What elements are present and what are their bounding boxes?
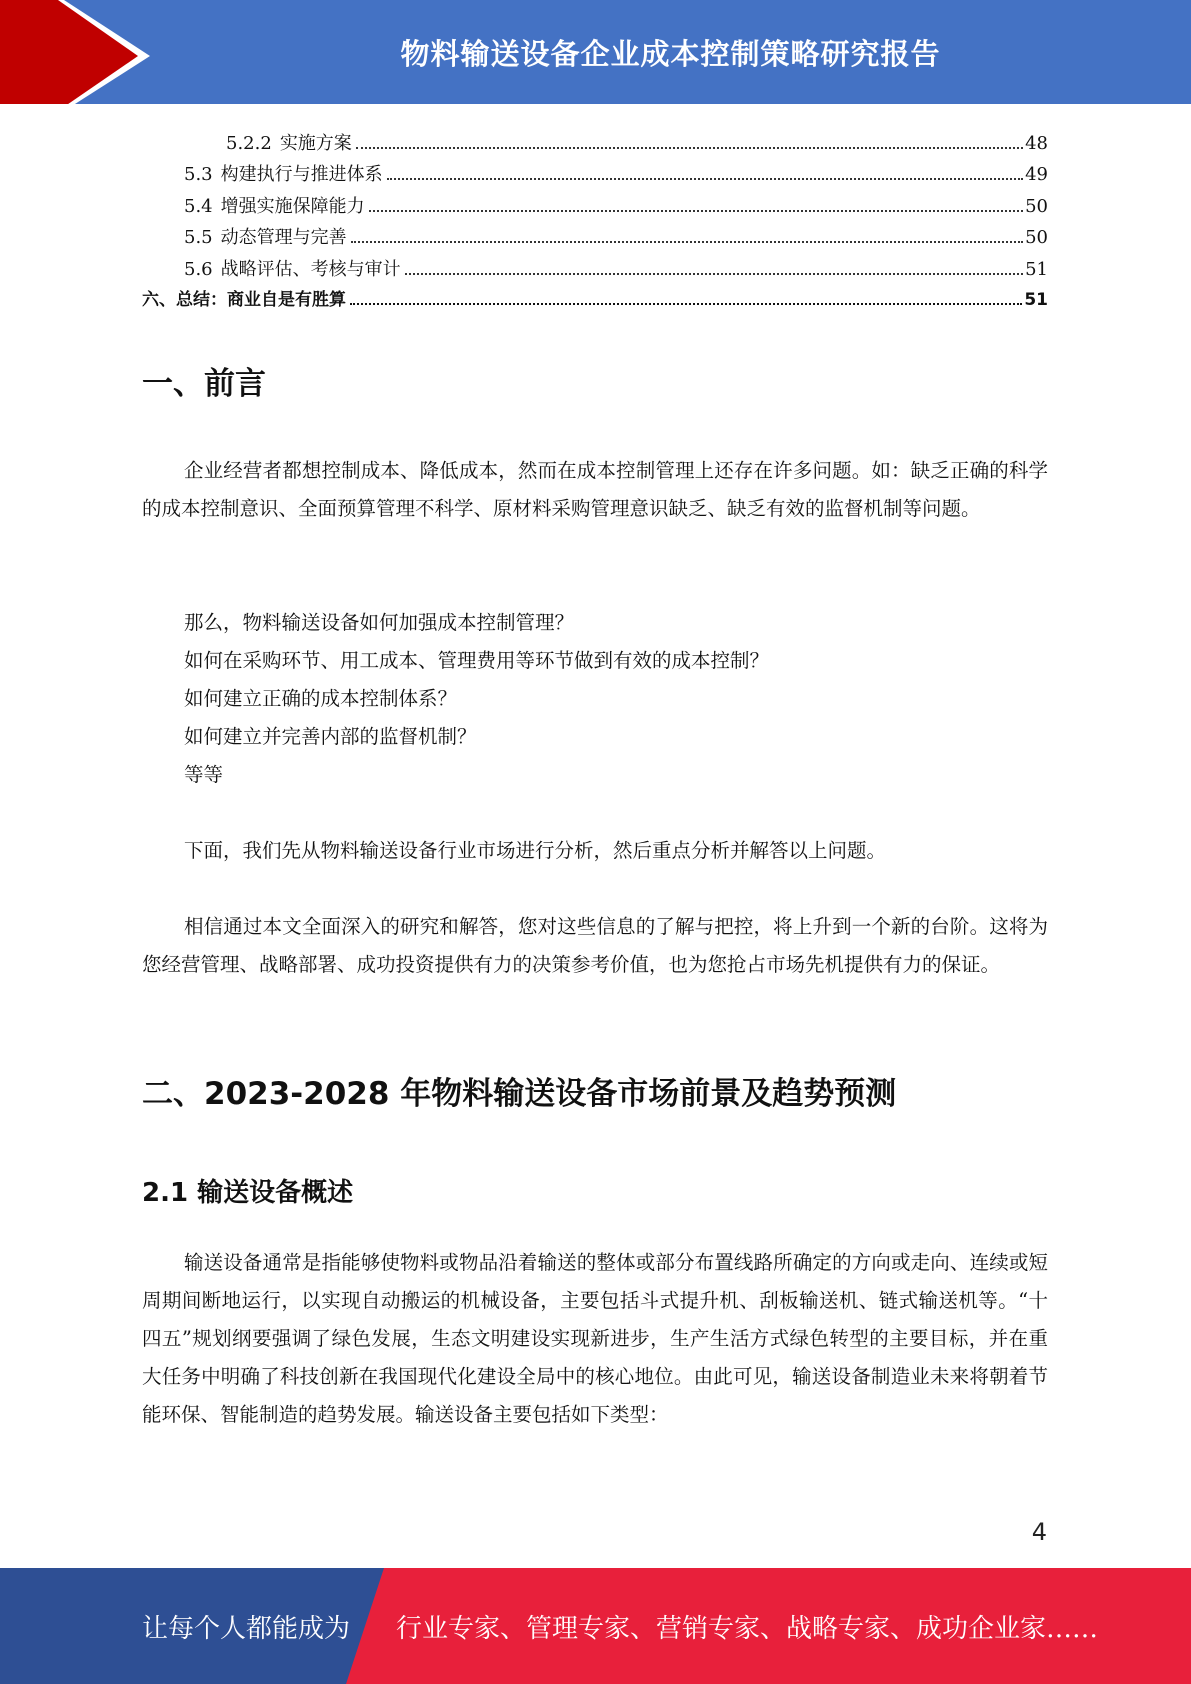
toc-entry-page: 50 bbox=[1025, 195, 1048, 217]
toc-entry-number: 5.3 bbox=[184, 164, 213, 186]
toc-entry-number: 5.2.2 bbox=[226, 133, 272, 154]
toc-leader-dots bbox=[350, 303, 1022, 305]
toc-entry-number: 5.6 bbox=[184, 258, 213, 280]
toc-entry-title: 动态管理与完善 bbox=[220, 227, 347, 249]
footer-slogan-left: 让每个人都能成为 bbox=[142, 1613, 351, 1644]
question-item: 如何在采购环节、用工成本、管理费用等环节做到有效的成本控制？ bbox=[184, 649, 770, 672]
toc-entry-page: 50 bbox=[1025, 227, 1048, 249]
footer-slogan-right: 行业专家、管理专家、营销专家、战略专家、成功企业家…… bbox=[396, 1613, 1099, 1644]
toc-entry-title: 六、总结：商业自是有胜算 bbox=[142, 289, 346, 310]
toc-leader-dots bbox=[369, 210, 1023, 212]
section-heading-preface: 一、前言 bbox=[142, 366, 266, 402]
toc-entry-page: 51 bbox=[1025, 258, 1048, 280]
report-title: 物料输送设备企业成本控制策略研究报告 bbox=[400, 36, 941, 71]
toc-leader-dots bbox=[351, 241, 1023, 243]
preface-paragraph-1: 企业经营者都想控制成本、降低成本，然而在成本控制管理上还存在许多问题。如：缺乏正确的科学的成本控制意识、全面预算管理不科学、原材料采购管理意识缺乏、缺乏有效的监督机制等问题。 bbox=[142, 459, 1048, 520]
toc-leader-dots bbox=[405, 273, 1023, 275]
preface-paragraph-3: 相信通过本文全面深入的研究和解答，您对这些信息的了解与把控，将上升到一个新的台阶。这将为您经营管理、战略部署、成功投资提供有力的决策参考价值，也为您抢占市场先机提供有力的保证。 bbox=[142, 915, 1048, 976]
question-list bbox=[184, 604, 769, 794]
toc-entry[interactable] bbox=[142, 285, 1048, 316]
toc-entry-page: 48 bbox=[1025, 133, 1048, 154]
toc-entry-number: 5.5 bbox=[184, 227, 213, 249]
question-item: 等等 bbox=[184, 763, 224, 786]
toc-entry-number: 5.4 bbox=[184, 195, 213, 217]
question-item: 那么，物料输送设备如何加强成本控制管理？ bbox=[184, 611, 575, 634]
toc-entry[interactable] bbox=[142, 222, 1048, 253]
toc-leader-dots bbox=[387, 178, 1023, 180]
toc-entry[interactable] bbox=[142, 191, 1048, 222]
footer-banner bbox=[0, 1568, 1191, 1684]
toc-entry-page: 49 bbox=[1025, 164, 1048, 186]
toc-leader-dots bbox=[356, 147, 1023, 149]
toc-entry-page: 51 bbox=[1024, 289, 1048, 310]
question-item: 如何建立正确的成本控制体系？ bbox=[184, 687, 458, 710]
toc-entry[interactable] bbox=[142, 128, 1048, 159]
toc-entry-title: 增强实施保障能力 bbox=[220, 195, 365, 217]
page-number: 4 bbox=[1031, 1518, 1047, 1546]
table-of-contents bbox=[142, 128, 1048, 316]
section-heading-market: 二、2023-2028 年物料输送设备市场前景及趋势预测 bbox=[142, 1076, 897, 1112]
question-item: 如何建立并完善内部的监督机制？ bbox=[184, 725, 477, 748]
toc-entry[interactable] bbox=[142, 254, 1048, 285]
toc-entry[interactable] bbox=[142, 159, 1048, 190]
toc-entry-title: 构建执行与推进体系 bbox=[220, 164, 383, 186]
overview-paragraph: 输送设备通常是指能够使物料或物品沿着输送的整体或部分布置线路所确定的方向或走向、连续或短周期间断地运行，以实现自动搬运的机械设备，主要包括斗式提升机、刮板输送机、链式输送机等。“十四五”规划纲要强调了绿色发展，生态文明建设实现新进步，生产生活方式绿色转型的主要目标，并在重大任务中明确了科技创新在我国现代化建设全局中的核心地位。由此可见，输送设备制造业未来将朝着节能环保、智能制造的趋势发展。输送设备主要包括如下类型： bbox=[142, 1251, 1048, 1426]
toc-entry-title: 战略评估、考核与审计 bbox=[220, 258, 401, 280]
subsection-heading-overview: 2.1 输送设备概述 bbox=[142, 1178, 354, 1208]
preface-paragraph-2: 下面，我们先从物料输送设备行业市场进行分析，然后重点分析并解答以上问题。 bbox=[184, 839, 887, 862]
header-banner bbox=[0, 0, 1191, 111]
toc-entry-title: 实施方案 bbox=[279, 133, 352, 154]
